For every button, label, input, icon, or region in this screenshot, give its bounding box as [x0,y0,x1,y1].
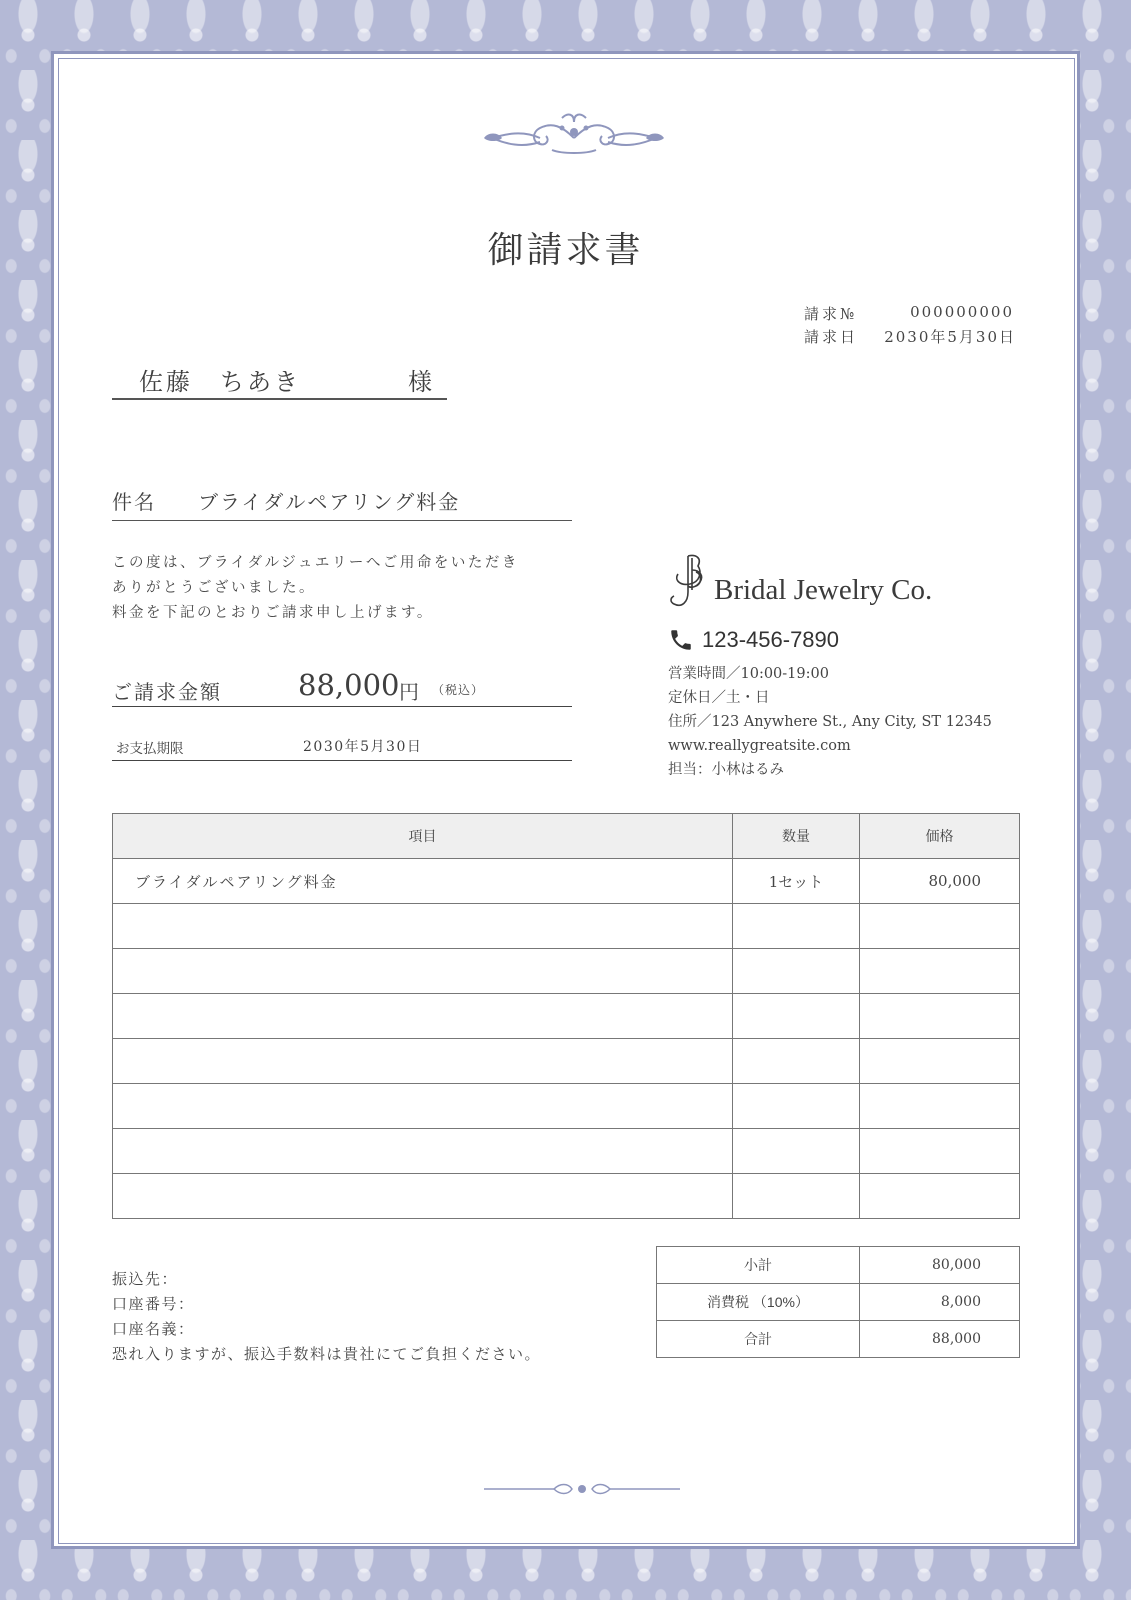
row-item [113,904,733,949]
payment-due-value: 2030年5月30日 [303,739,423,755]
billing-amount-label: ご請求金額 [112,680,222,704]
total-value: 88,000 [860,1321,1020,1358]
row-price [860,1039,1020,1084]
invoice-number [804,303,1014,323]
transfer-fee-note: 恐れ入りますが、振込手数料は貴社にてご負担ください。 [112,1345,542,1363]
table-row [113,1039,1020,1084]
row-qty: 1セット [733,859,860,904]
table-row [113,949,1020,994]
row-price: 80,000 [860,859,1020,904]
row-price [860,949,1020,994]
subtotal-label: 小計 [657,1247,860,1284]
invoice-date-value: 2030年5月30日 [884,328,1016,346]
tax-row [657,1284,1020,1321]
table-row [113,1174,1020,1219]
business-hours: 営業時間／10:00-19:00 [668,666,829,682]
invoice-date-label: 請求日 [804,328,859,346]
tax-included-note: （税込） [432,683,485,697]
payment-due [112,722,572,761]
billing-amount-unit: 円 [399,680,419,704]
row-price [860,994,1020,1039]
table-header-row [113,814,1020,859]
row-item [113,1174,733,1219]
bank-label: 振込先： [112,1270,179,1288]
row-price [860,1174,1020,1219]
row-qty [733,1174,860,1219]
header-price: 価格 [860,814,1020,859]
table-row [113,994,1020,1039]
tax-label: 消費税 （10%） [657,1284,860,1321]
bottom-ornament-icon [484,1479,680,1499]
row-price [860,904,1020,949]
total-label: 合計 [657,1321,860,1358]
recipient-name: 佐藤 ちあき [139,368,301,396]
row-qty [733,994,860,1039]
subject [112,484,572,521]
message-line: 料金を下記のとおりご請求申し上げます。 [112,605,434,621]
totals-table [656,1246,1020,1358]
subtotal-value: 80,000 [860,1247,1020,1284]
account-number-label: 口座番号： [112,1295,195,1313]
billing-amount-value: 88,000 [298,668,400,702]
company-phone: 123-456-7890 [702,627,840,652]
company-name: Bridal Jewelry Co. [714,574,933,606]
top-ornament-icon [482,108,666,160]
account-name-label: 口座名義： [112,1320,195,1338]
recipient [112,362,447,400]
table-row [113,1084,1020,1129]
message-line: この度は、ブライダルジュエリーへご用命をいただき [112,555,519,571]
total-row [657,1321,1020,1358]
table-row [113,904,1020,949]
row-item [113,994,733,1039]
bank-info [112,1267,541,1367]
row-item [113,1039,733,1084]
company-info [668,662,992,782]
row-qty [733,949,860,994]
billing-amount [112,668,572,707]
row-price [860,1084,1020,1129]
message [112,551,519,626]
row-qty [733,1084,860,1129]
tax-value: 8,000 [860,1284,1020,1321]
row-item [113,1129,733,1174]
row-qty [733,1039,860,1084]
invoice-date [804,326,1016,346]
table-row [113,859,1020,904]
contact-person: 担当：小林はるみ [668,762,784,778]
row-price [860,1129,1020,1174]
subtotal-row [657,1247,1020,1284]
header-item: 項目 [113,814,733,859]
row-qty [733,904,860,949]
subject-label: 件名 [112,490,156,514]
items-table [112,813,1020,1219]
closed-days: 定休日／土・日 [668,690,770,706]
invoice-number-label: 請求№ [804,305,858,323]
row-item [113,949,733,994]
invoice-number-value: 000000000 [910,303,1014,321]
recipient-suffix: 様 [408,368,435,396]
phone-icon [668,627,694,653]
message-line: ありがとうございました。 [112,580,316,596]
subject-value: ブライダルペアリング料金 [198,490,461,514]
row-item: ブライダルペアリング料金 [113,859,733,904]
payment-due-label: お支払期限 [116,741,184,757]
table-row [113,1129,1020,1174]
document-title: 御請求書 [487,230,644,271]
company-website[interactable]: www.reallygreatsite.com [668,738,851,754]
company-address: 住所／123 Anywhere St., Any City, ST 12345 [668,714,992,730]
row-qty [733,1129,860,1174]
row-item [113,1084,733,1129]
header-qty: 数量 [733,814,860,859]
